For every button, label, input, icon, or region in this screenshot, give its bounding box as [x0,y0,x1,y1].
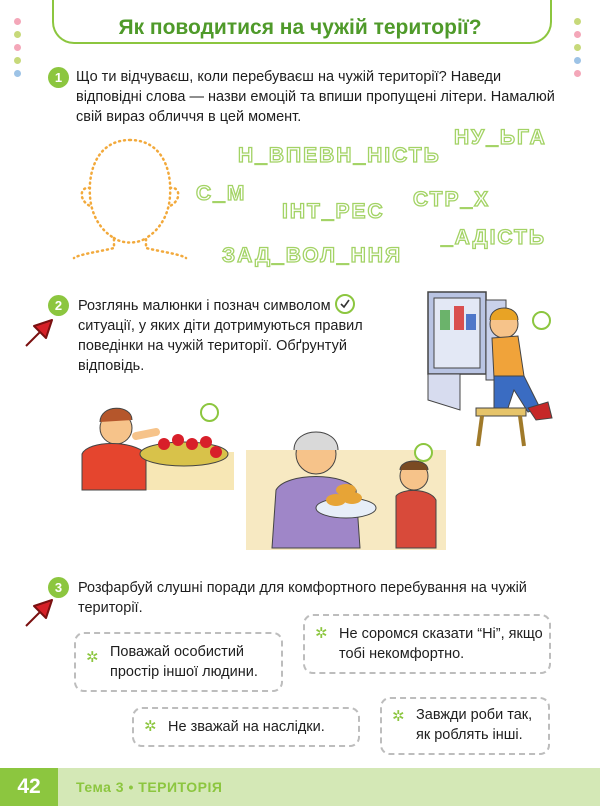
word-6[interactable]: _АДІСТЬ [441,226,546,249]
page-title: Як поводитися на чужій території? [118,16,482,39]
task-1-number: 1 [48,67,69,88]
tip-2-text: Не соромся сказати “Ні”, якщо тобі некомфортно. [339,626,543,662]
sun-icon: ✲ [315,625,328,642]
word-2[interactable]: НУ_ЬГА [454,126,547,149]
red-arrow-icon [22,596,56,630]
task-2-text-rest: ситуації, у яких діти дотримуються правил поведінки на чужій території. Обґрунтуй відповідь. [78,318,363,374]
sun-icon: ✲ [144,718,157,735]
tip-card-1[interactable] [74,632,283,692]
tip-card-3[interactable] [132,707,360,747]
answer-circle-2[interactable] [414,443,433,462]
sun-icon: ✲ [392,708,405,725]
decor-dots-left [14,18,26,83]
tip-3-text: Не зважай на наслідки. [168,719,325,735]
tip-card-2[interactable] [303,614,551,674]
task-3-text: Розфарбуй слушні поради для комфортного перебування на чужій території. [78,580,527,616]
face-outline-drawing[interactable] [70,134,190,260]
task-1-text: Що ти відчуваєш, коли перебуваєш на чужій території? Наведи відповідні слова — назви емоцій та впиши пропущені літери. Намалюй свій вираз обличчя в цей момент. [76,69,555,125]
word-7[interactable]: ЗАД_ВОЛ_ННЯ [222,244,403,267]
decor-dots-right [574,18,586,83]
task-2-number: 2 [48,295,69,316]
red-arrow-icon [22,316,56,350]
sun-icon: ✲ [86,649,99,666]
check-symbol-icon [335,294,355,314]
answer-circle-1[interactable] [200,403,219,422]
tip-4-text: Завжди роби так, як роблять інші. [416,707,533,743]
word-3[interactable]: С_М [196,182,247,205]
answer-circle-3[interactable] [532,311,551,330]
task-2-text-start: Розглянь малюнки і познач символом [78,298,331,314]
word-4[interactable]: ІНТ_РЕС [282,200,385,223]
task-3-number: 3 [48,577,69,598]
word-1[interactable]: Н_ВПЕВН_НІСТЬ [238,144,441,167]
tip-1-text: Поважай особистий простір іншої людини. [110,644,258,680]
illustration-grandma-pies [246,420,446,550]
word-5[interactable]: СТР_Х [413,188,491,211]
tip-card-4[interactable] [380,697,550,755]
theme-label: Тема 3 • ТЕРИТОРІЯ [76,779,223,795]
page-number: 42 [0,768,58,806]
task-2-text [78,294,368,376]
